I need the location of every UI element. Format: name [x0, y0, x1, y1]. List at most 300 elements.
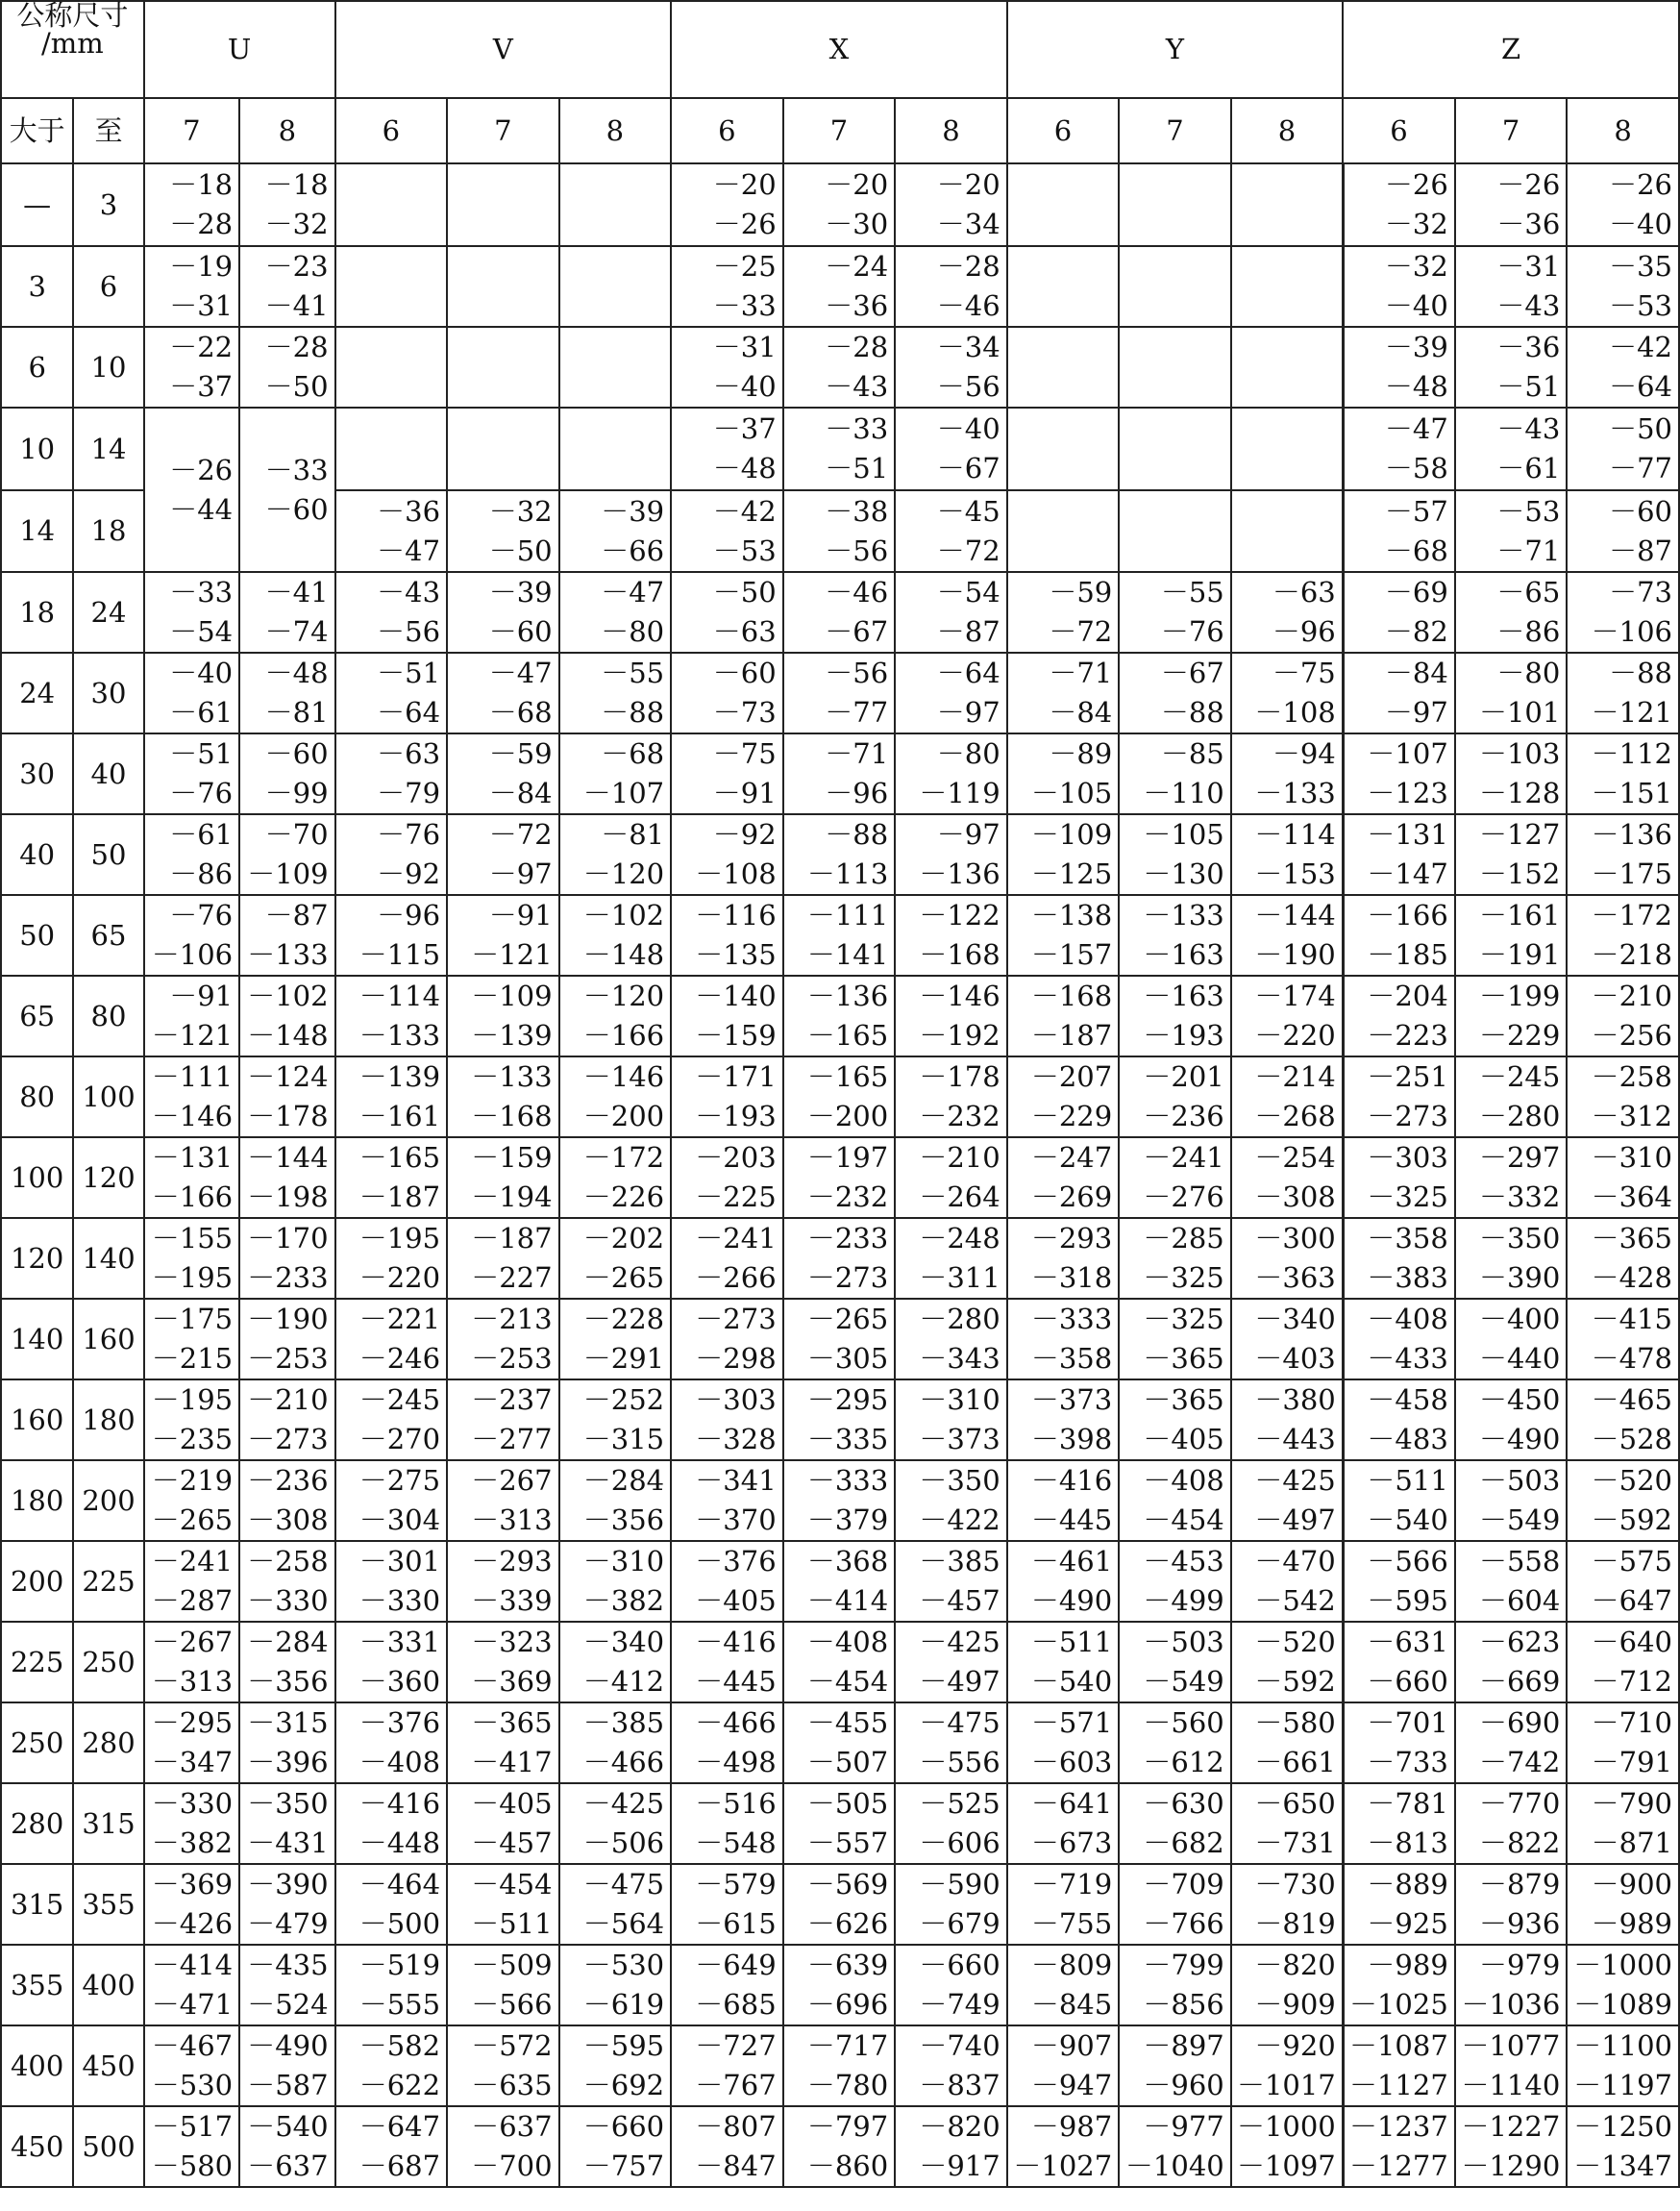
lower-deviation: －358 — [1030, 1342, 1113, 1375]
deviation-cell — [1007, 1137, 1120, 1218]
deviation-cell — [1119, 976, 1231, 1056]
lower-deviation: －440 — [1478, 1342, 1561, 1375]
deviation-cell — [335, 733, 448, 814]
table-row — [1, 163, 1679, 246]
upper-deviation: －464 — [358, 1868, 441, 1900]
lower-deviation: －856 — [1143, 1988, 1224, 2021]
lower-deviation: －198 — [247, 1180, 329, 1213]
upper-deviation: －124 — [247, 1060, 329, 1093]
deviation-cell — [1343, 1460, 1455, 1541]
deviation-cell — [1455, 733, 1568, 814]
upper-deviation: －96 — [377, 899, 441, 932]
lower-deviation: －73 — [712, 696, 777, 729]
deviation-cell — [671, 1379, 783, 1460]
deviation-cell — [1231, 1299, 1344, 1379]
lower-deviation: －123 — [1367, 777, 1448, 809]
lower-deviation: －40 — [712, 370, 777, 403]
deviation-cell — [559, 1702, 672, 1783]
deviation-cell — [1119, 1864, 1231, 1945]
upper-deviation: －333 — [1030, 1303, 1113, 1335]
deviation-cell — [447, 1379, 559, 1460]
lower-deviation: －105 — [1030, 777, 1113, 809]
upper-deviation: －1000 — [1236, 2110, 1336, 2143]
upper-deviation: －517 — [151, 2110, 234, 2143]
lower-deviation: －268 — [1254, 1100, 1336, 1132]
upper-deviation: －88 — [1609, 657, 1672, 689]
deviation-cell — [335, 895, 448, 976]
upper-deviation: －70 — [264, 818, 329, 851]
deviation-cell — [1455, 163, 1568, 246]
lower-deviation: －161 — [358, 1100, 441, 1132]
lower-deviation: －791 — [1591, 1746, 1672, 1778]
upper-deviation: －248 — [919, 1222, 1001, 1255]
deviation-cell — [144, 163, 239, 246]
upper-deviation: －368 — [806, 1545, 889, 1578]
lower-deviation: －50 — [488, 534, 553, 567]
lower-deviation: －47 — [377, 534, 441, 567]
lower-deviation: －64 — [377, 696, 441, 729]
deviation-cell — [1567, 814, 1679, 895]
deviation-cell — [447, 1864, 559, 1945]
upper-deviation: －572 — [471, 2029, 553, 2062]
lower-deviation: －187 — [1030, 1019, 1113, 1052]
deviation-cell — [1007, 246, 1120, 327]
lower-deviation: －328 — [695, 1423, 777, 1455]
size-from-cell: 24 — [1, 653, 73, 733]
deviation-cell — [1119, 653, 1231, 733]
deviation-cell — [1007, 814, 1120, 895]
deviation-cell — [1567, 327, 1679, 408]
table-row — [1, 1864, 1679, 1945]
upper-deviation: －797 — [806, 2110, 889, 2143]
deviation-cell — [1455, 1460, 1568, 1541]
upper-deviation: －265 — [806, 1303, 889, 1335]
lower-deviation: －67 — [825, 615, 889, 648]
deviation-cell — [1119, 733, 1231, 814]
lower-deviation: －679 — [919, 1907, 1001, 1940]
upper-deviation: －920 — [1254, 2029, 1336, 2062]
upper-deviation: －385 — [919, 1545, 1001, 1578]
lower-deviation: －555 — [358, 1988, 441, 2021]
upper-deviation: －171 — [695, 1060, 777, 1093]
deviation-cell — [559, 1622, 672, 1702]
lower-deviation: －673 — [1030, 1826, 1113, 1859]
deviation-cell — [783, 490, 896, 572]
upper-deviation: －511 — [1030, 1626, 1113, 1658]
upper-deviation: －146 — [919, 980, 1001, 1012]
lower-deviation: －44 — [169, 492, 234, 526]
lower-deviation: －225 — [695, 1180, 777, 1213]
deviation-cell — [783, 814, 896, 895]
lower-deviation: －273 — [806, 1261, 889, 1294]
deviation-cell — [1343, 1379, 1455, 1460]
deviation-cell — [671, 163, 783, 246]
deviation-cell — [895, 2025, 1007, 2106]
lower-deviation: －1277 — [1348, 2149, 1448, 2182]
upper-deviation: －207 — [1030, 1060, 1113, 1093]
lower-deviation: －215 — [151, 1342, 234, 1375]
upper-deviation: －197 — [806, 1141, 889, 1174]
upper-deviation: －144 — [1254, 899, 1336, 932]
upper-deviation: －580 — [1254, 1706, 1336, 1739]
deviation-cell — [1567, 1137, 1679, 1218]
deviation-cell — [1455, 1379, 1568, 1460]
upper-deviation: －26 — [169, 453, 234, 486]
upper-deviation: －1077 — [1461, 2029, 1561, 2062]
lower-deviation: －136 — [919, 857, 1001, 890]
deviation-cell — [1231, 2025, 1344, 2106]
lower-deviation: －414 — [806, 1584, 889, 1617]
deviation-cell — [239, 1541, 334, 1622]
lower-deviation: －106 — [1591, 615, 1672, 648]
upper-deviation: －91 — [488, 899, 553, 932]
deviation-cell — [1007, 2106, 1120, 2187]
lower-deviation: －97 — [936, 696, 1001, 729]
deviation-cell — [239, 2106, 334, 2187]
upper-deviation: －649 — [695, 1949, 777, 1981]
deviation-cell — [1231, 1460, 1344, 1541]
lower-deviation: －146 — [151, 1100, 234, 1132]
deviation-cell — [783, 1299, 896, 1379]
upper-deviation: －116 — [695, 899, 777, 932]
upper-deviation: －310 — [582, 1545, 665, 1578]
lower-deviation: －168 — [471, 1100, 553, 1132]
lower-deviation: －270 — [358, 1423, 441, 1455]
lower-deviation: －478 — [1591, 1342, 1672, 1375]
upper-deviation: －416 — [695, 1626, 777, 1658]
deviation-cell — [1231, 246, 1344, 327]
deviation-cell — [1567, 1864, 1679, 1945]
deviation-cell — [447, 246, 559, 327]
deviation-cell — [1567, 1541, 1679, 1622]
lower-deviation: －909 — [1254, 1988, 1336, 2021]
lower-deviation: －246 — [358, 1342, 441, 1375]
lower-deviation: －110 — [1143, 777, 1224, 809]
lower-deviation: －556 — [919, 1746, 1001, 1778]
upper-deviation: －51 — [169, 737, 234, 770]
upper-deviation: －214 — [1254, 1060, 1336, 1093]
upper-deviation: －560 — [1143, 1706, 1224, 1739]
deviation-cell — [559, 976, 672, 1056]
lower-deviation: －276 — [1143, 1180, 1224, 1213]
lower-deviation: －60 — [488, 615, 553, 648]
deviation-cell — [559, 1379, 672, 1460]
deviation-cell — [783, 2106, 896, 2187]
upper-deviation: －310 — [919, 1383, 1001, 1416]
upper-deviation: －63 — [1272, 576, 1336, 609]
upper-deviation: －201 — [1143, 1060, 1224, 1093]
lower-deviation: －200 — [582, 1100, 665, 1132]
upper-deviation: －400 — [1478, 1303, 1561, 1335]
upper-deviation: －39 — [601, 494, 665, 528]
deviation-cell — [144, 1945, 239, 2025]
header-row-grades — [1, 98, 1679, 163]
upper-deviation: －465 — [1591, 1383, 1672, 1416]
lower-deviation: －382 — [582, 1584, 665, 1617]
upper-deviation: －505 — [806, 1787, 889, 1820]
deviation-cell — [783, 1056, 896, 1137]
upper-deviation: －660 — [919, 1949, 1001, 1981]
upper-deviation: －295 — [806, 1383, 889, 1416]
lower-deviation: －731 — [1254, 1826, 1336, 1859]
deviation-cell — [239, 733, 334, 814]
deviation-cell — [895, 733, 1007, 814]
lower-deviation: －151 — [1591, 777, 1672, 809]
upper-deviation: －221 — [358, 1303, 441, 1335]
deviation-cell — [447, 490, 559, 572]
upper-deviation: －133 — [471, 1060, 553, 1093]
size-from-cell: 160 — [1, 1379, 73, 1460]
upper-deviation: －241 — [695, 1222, 777, 1255]
deviation-cell — [783, 1137, 896, 1218]
deviation-cell — [559, 1945, 672, 2025]
lower-deviation: －1197 — [1573, 2069, 1672, 2101]
lower-deviation: －68 — [1384, 534, 1448, 567]
lower-deviation: －106 — [151, 938, 234, 971]
upper-deviation: －267 — [151, 1626, 234, 1658]
deviation-cell — [1007, 976, 1120, 1056]
upper-deviation: －219 — [151, 1464, 234, 1497]
lower-deviation: －498 — [695, 1746, 777, 1778]
lower-deviation: －557 — [806, 1826, 889, 1859]
deviation-cell — [559, 1299, 672, 1379]
lower-deviation: －356 — [247, 1665, 329, 1698]
lower-deviation: －871 — [1591, 1826, 1672, 1859]
lower-deviation: －232 — [806, 1180, 889, 1213]
lower-deviation: －195 — [151, 1261, 234, 1294]
lower-deviation: －308 — [1254, 1180, 1336, 1213]
lower-deviation: －479 — [247, 1907, 329, 1940]
lower-deviation: －454 — [1143, 1503, 1224, 1536]
lower-deviation: －86 — [1496, 615, 1561, 648]
lower-deviation: －266 — [695, 1261, 777, 1294]
upper-deviation: －331 — [358, 1626, 441, 1658]
deviation-cell — [559, 814, 672, 895]
lower-deviation: －332 — [1478, 1180, 1561, 1213]
deviation-cell — [1567, 1783, 1679, 1864]
deviation-cell — [1007, 163, 1120, 246]
deviation-cell — [671, 1945, 783, 2025]
upper-deviation: －509 — [471, 1949, 553, 1981]
deviation-cell — [895, 572, 1007, 653]
upper-deviation: －295 — [151, 1706, 234, 1739]
size-to-cell: 280 — [73, 1702, 143, 1783]
lower-deviation: －148 — [582, 938, 665, 971]
deviation-cell — [144, 733, 239, 814]
deviation-cell — [1343, 1622, 1455, 1702]
deviation-cell — [1231, 327, 1344, 408]
deviation-cell — [335, 1218, 448, 1299]
upper-deviation: －39 — [1384, 331, 1448, 363]
lower-deviation: －335 — [806, 1423, 889, 1455]
lower-deviation: －749 — [919, 1988, 1001, 2021]
upper-deviation: －425 — [919, 1626, 1001, 1658]
deviation-cell — [895, 408, 1007, 490]
upper-deviation: －350 — [919, 1464, 1001, 1497]
lower-deviation: －218 — [1591, 938, 1672, 971]
deviation-cell — [1343, 1702, 1455, 1783]
lower-deviation: －226 — [582, 1180, 665, 1213]
lower-deviation: －548 — [695, 1826, 777, 1859]
deviation-cell — [1567, 1460, 1679, 1541]
lower-deviation: －229 — [1030, 1100, 1113, 1132]
size-from-cell: 250 — [1, 1702, 73, 1783]
table-row — [1, 814, 1679, 895]
deviation-cell — [447, 1622, 559, 1702]
lower-deviation: －32 — [1384, 208, 1448, 240]
lower-deviation: －947 — [1030, 2069, 1113, 2101]
grade-header: 8 — [1567, 98, 1679, 163]
lower-deviation: －396 — [247, 1746, 329, 1778]
upper-deviation: －163 — [1143, 980, 1224, 1012]
upper-deviation: －195 — [151, 1383, 234, 1416]
deviation-cell — [783, 1379, 896, 1460]
deviation-cell — [1007, 1864, 1120, 1945]
upper-deviation: －241 — [151, 1545, 234, 1578]
deviation-cell — [671, 653, 783, 733]
size-to-cell: 80 — [73, 976, 143, 1056]
upper-deviation: －33 — [264, 453, 329, 486]
lower-deviation: －647 — [1591, 1584, 1672, 1617]
deviation-cell — [1455, 2106, 1568, 2187]
deviation-cell — [144, 2106, 239, 2187]
upper-deviation: －114 — [358, 980, 441, 1012]
lower-deviation: －360 — [358, 1665, 441, 1698]
deviation-cell — [335, 572, 448, 653]
size-from-cell: 30 — [1, 733, 73, 814]
deviation-cell — [1007, 895, 1120, 976]
upper-deviation: －323 — [471, 1626, 553, 1658]
deviation-cell — [144, 572, 239, 653]
upper-deviation: －310 — [1591, 1141, 1672, 1174]
lower-deviation: －528 — [1591, 1423, 1672, 1455]
upper-deviation: －365 — [1591, 1222, 1672, 1255]
deviation-cell — [1343, 733, 1455, 814]
deviation-cell — [559, 733, 672, 814]
upper-deviation: －809 — [1030, 1949, 1113, 1981]
upper-deviation: －575 — [1591, 1545, 1672, 1578]
lower-deviation: －490 — [1030, 1584, 1113, 1617]
upper-deviation: －380 — [1254, 1383, 1336, 1416]
upper-deviation: －18 — [264, 168, 329, 201]
lower-deviation: －101 — [1478, 696, 1561, 729]
upper-deviation: －807 — [695, 2110, 777, 2143]
upper-deviation: －178 — [919, 1060, 1001, 1093]
size-from-cell: 3 — [1, 246, 73, 327]
grade-header: 8 — [1231, 98, 1344, 163]
lower-deviation: －390 — [1478, 1261, 1561, 1294]
lower-deviation: －227 — [471, 1261, 553, 1294]
upper-deviation: －146 — [582, 1060, 665, 1093]
table-row — [1, 653, 1679, 733]
deviation-cell — [335, 327, 448, 408]
upper-deviation: －84 — [1384, 657, 1448, 689]
lower-deviation: －564 — [582, 1907, 665, 1940]
deviation-cell — [1119, 490, 1231, 572]
deviation-cell — [1007, 1218, 1120, 1299]
lower-deviation: －1036 — [1461, 1988, 1561, 2021]
upper-deviation: －109 — [471, 980, 553, 1012]
upper-deviation: －414 — [151, 1949, 234, 1981]
lower-deviation: －780 — [806, 2069, 889, 2101]
table-row — [1, 976, 1679, 1056]
upper-deviation: －46 — [825, 576, 889, 609]
deviation-cell — [239, 1379, 334, 1460]
lower-deviation: －61 — [1496, 452, 1561, 484]
size-from-cell: 80 — [1, 1056, 73, 1137]
deviation-cell — [1007, 1622, 1120, 1702]
lower-deviation: －53 — [712, 534, 777, 567]
deviation-cell — [335, 163, 448, 246]
upper-deviation: －19 — [169, 250, 234, 283]
lower-deviation: －661 — [1254, 1746, 1336, 1778]
upper-deviation: －458 — [1367, 1383, 1448, 1416]
lower-deviation: －398 — [1030, 1423, 1113, 1455]
size-to-cell: 30 — [73, 653, 143, 733]
upper-deviation: －88 — [825, 818, 889, 851]
upper-deviation: －408 — [1367, 1303, 1448, 1335]
table-row — [1, 1137, 1679, 1218]
lower-deviation: －603 — [1030, 1746, 1113, 1778]
upper-deviation: －241 — [1143, 1141, 1224, 1174]
lower-deviation: －542 — [1254, 1584, 1336, 1617]
upper-deviation: －41 — [264, 576, 329, 609]
deviation-cell — [144, 1379, 239, 1460]
upper-deviation: －284 — [247, 1626, 329, 1658]
deviation-cell — [1231, 976, 1344, 1056]
lower-deviation: －277 — [471, 1423, 553, 1455]
deviation-cell — [335, 976, 448, 1056]
lower-deviation: －507 — [806, 1746, 889, 1778]
upper-deviation: －102 — [582, 899, 665, 932]
deviation-cell — [144, 895, 239, 976]
lower-deviation: －604 — [1478, 1584, 1561, 1617]
deviation-cell — [1567, 246, 1679, 327]
size-to-cell: 200 — [73, 1460, 143, 1541]
upper-deviation: －64 — [936, 657, 1001, 689]
lower-deviation: －99 — [264, 777, 329, 809]
lower-deviation: －34 — [936, 208, 1001, 240]
upper-deviation: －31 — [712, 331, 777, 363]
size-from-cell: 400 — [1, 2025, 73, 2106]
lower-deviation: －68 — [488, 696, 553, 729]
deviation-cell — [239, 895, 334, 976]
upper-deviation: －650 — [1254, 1787, 1336, 1820]
upper-deviation: －40 — [936, 412, 1001, 445]
lower-deviation: －363 — [1254, 1261, 1336, 1294]
upper-deviation: －68 — [601, 737, 665, 770]
upper-deviation: －781 — [1367, 1787, 1448, 1820]
lower-deviation: －121 — [1591, 696, 1672, 729]
lower-deviation: －87 — [1609, 534, 1672, 567]
deviation-cell — [783, 653, 896, 733]
deviation-cell — [1455, 976, 1568, 1056]
upper-deviation: －34 — [936, 331, 1001, 363]
deviation-cell — [1119, 327, 1231, 408]
lower-deviation: －121 — [151, 1019, 234, 1052]
deviation-cell — [1343, 653, 1455, 733]
lower-deviation: －343 — [919, 1342, 1001, 1375]
upper-deviation: －1250 — [1573, 2110, 1672, 2143]
lower-deviation: －152 — [1478, 857, 1561, 890]
deviation-cell — [1455, 327, 1568, 408]
size-from-cell: 14 — [1, 490, 73, 572]
deviation-cell — [239, 1460, 334, 1541]
upper-deviation: －466 — [695, 1706, 777, 1739]
deviation-cell — [1231, 653, 1344, 733]
deviation-cell — [895, 327, 1007, 408]
upper-deviation: －897 — [1143, 2029, 1224, 2062]
